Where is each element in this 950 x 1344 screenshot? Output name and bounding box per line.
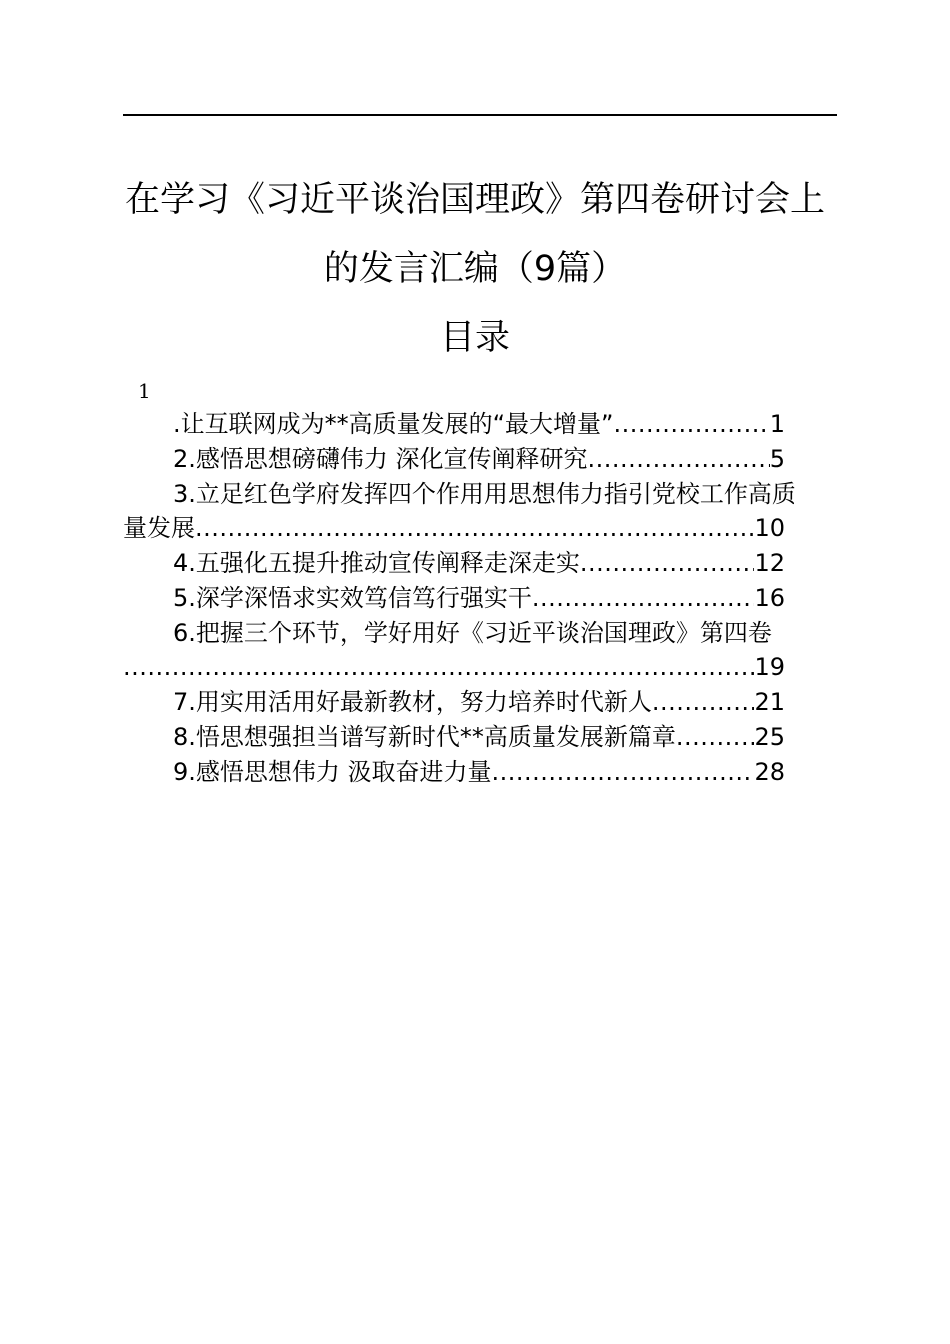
toc-entry-8[interactable] [173, 721, 785, 753]
toc-entry-page: 25 [754, 723, 785, 751]
toc-entry-text: 9.感悟思想伟力 汲取奋进力量 [173, 758, 492, 786]
toc-entry-7[interactable] [173, 686, 785, 718]
toc-entry-3-line1[interactable]: 3.立足红色学府发挥四个作用用思想伟力指引党校工作高质 [173, 480, 796, 508]
toc-leader-dots [588, 443, 770, 475]
toc-entry-6-line1[interactable]: 6.把握三个环节，学好用好《习近平谈治国理政》第四卷 [173, 619, 772, 647]
toc-leader-dots [652, 686, 755, 718]
toc-entry-text: 4.五强化五提升推动宣传阐释走深走实 [173, 549, 580, 577]
toc-entry-text: 7.用实用活用好最新教材，努力培养时代新人 [173, 688, 652, 716]
toc-entry-3[interactable] [123, 512, 785, 544]
toc-leader-dots [195, 512, 754, 544]
toc-entry-text: 量发展 [123, 514, 195, 542]
toc-leader-dots [123, 651, 754, 683]
toc-leader-dots [532, 582, 755, 614]
toc-entry-text: .让互联网成为**高质量发展的“最大增量” [173, 410, 614, 438]
toc-entry-1[interactable] [173, 408, 785, 440]
toc-entry-2[interactable] [173, 443, 785, 475]
toc-leader-dots [614, 408, 770, 440]
header-rule [123, 114, 837, 116]
toc-entry-page: 10 [754, 514, 785, 542]
toc-heading: 目录 [439, 318, 510, 358]
toc-entry-text: 8.悟思想强担当谱写新时代**高质量发展新篇章 [173, 723, 676, 751]
toc-marker: 1 [138, 379, 151, 403]
toc-entry-page: 12 [754, 549, 785, 577]
toc-entry-5[interactable] [173, 582, 785, 614]
toc-entry-text: 2.感悟思想磅礴伟力 深化宣传阐释研究 [173, 445, 588, 473]
document-title-line1: 在学习《习近平谈治国理政》第四卷研讨会上 [124, 180, 825, 220]
toc-entry-9[interactable] [173, 756, 785, 788]
toc-entry-page: 1 [769, 410, 785, 438]
toc-entry-4[interactable] [173, 547, 785, 579]
toc-entry-6[interactable] [123, 651, 785, 683]
toc-entry-page: 28 [754, 758, 785, 786]
toc-entry-page: 16 [754, 584, 785, 612]
toc-entry-page: 19 [754, 653, 785, 681]
toc-leader-dots [676, 721, 755, 753]
toc-entry-text: 5.深学深悟求实效笃信笃行强实干 [173, 584, 532, 612]
toc-leader-dots [580, 547, 755, 579]
toc-leader-dots [492, 756, 755, 788]
toc-entry-page: 21 [754, 688, 785, 716]
document-title-line2: 的发言汇编（9篇） [323, 249, 627, 289]
toc-entry-page: 5 [769, 445, 785, 473]
